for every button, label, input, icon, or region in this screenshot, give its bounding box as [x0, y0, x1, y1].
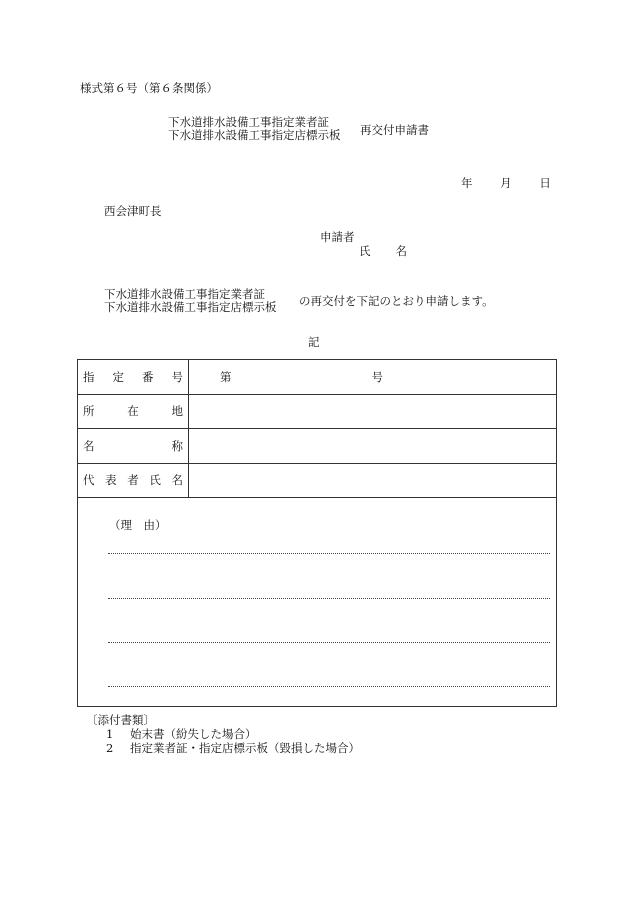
date-year: 年	[461, 176, 473, 190]
body-stack	[104, 288, 277, 314]
label-char: 氏	[149, 473, 161, 488]
attachments	[86, 713, 360, 755]
attachment-item	[86, 727, 360, 741]
label-char: 者	[127, 473, 139, 488]
value-name[interactable]	[189, 429, 557, 464]
label-location	[78, 394, 189, 429]
label-char: 在	[127, 404, 139, 419]
title-suffix: 再交付申請書	[360, 123, 429, 137]
label-char: 名	[171, 473, 183, 488]
value-location[interactable]	[189, 394, 557, 429]
attachment-text: 指定業者証・指定店標示板（毀損した場合）	[130, 741, 360, 755]
applicant-name-char-2: 名	[395, 244, 407, 258]
label-char: 番	[142, 369, 154, 384]
applicant-name-label	[359, 243, 407, 259]
reason-area[interactable]	[78, 498, 557, 707]
attachment-number: 2	[106, 741, 114, 755]
row-representative	[78, 463, 557, 498]
body-line-1: 下水道排水設備工事指定業者証	[104, 287, 265, 301]
attachment-text: 始末書（紛失した場合）	[130, 727, 257, 741]
form-number: 様式第６号（第６条関係）	[80, 81, 218, 95]
reason-label: （理 由）	[109, 518, 167, 532]
ki-heading: 記	[308, 335, 320, 349]
date-month: 月	[500, 176, 512, 190]
label-char: 指	[83, 369, 95, 384]
label-char: 号	[171, 369, 183, 384]
value-designation-number[interactable]	[189, 360, 557, 395]
body-line-2: 下水道排水設備工事指定店標示板	[104, 300, 277, 314]
label-char: 代	[83, 473, 95, 488]
label-char: 地	[171, 404, 183, 419]
reason-dotted-line	[108, 598, 550, 599]
reason-dotted-line	[108, 686, 550, 687]
label-designation-number	[78, 360, 189, 395]
label-name	[78, 429, 189, 464]
label-char: 称	[171, 438, 183, 453]
label-char: 表	[105, 473, 117, 488]
row-designation-number	[78, 360, 557, 395]
label-char: 定	[112, 369, 124, 384]
number-suffix: 号	[371, 369, 383, 384]
row-location	[78, 394, 557, 429]
applicant-name-char-1: 氏	[359, 244, 371, 258]
attachment-item	[86, 741, 360, 755]
attachments-header: 〔添付書類〕	[86, 713, 155, 727]
value-representative[interactable]	[189, 463, 557, 498]
application-table	[77, 359, 557, 707]
label-char: 名	[83, 438, 95, 453]
attachment-number: 1	[106, 727, 114, 741]
date-field	[461, 175, 551, 191]
row-name	[78, 429, 557, 464]
label-representative	[78, 463, 189, 498]
body-suffix: の再交付を下記のとおり申請します。	[299, 294, 494, 308]
reason-dotted-line	[108, 553, 550, 554]
date-day: 日	[539, 176, 551, 190]
title-line-1: 下水道排水設備工事指定業者証	[168, 115, 329, 129]
reason-dotted-line	[108, 642, 550, 643]
number-prefix: 第	[220, 369, 232, 384]
addressee: 西会津町長	[104, 204, 162, 218]
label-char: 所	[83, 404, 95, 419]
title-stack	[168, 116, 341, 142]
applicant-label: 申請者	[320, 230, 355, 244]
row-reason	[78, 498, 557, 707]
title-line-2: 下水道排水設備工事指定店標示板	[168, 128, 341, 142]
